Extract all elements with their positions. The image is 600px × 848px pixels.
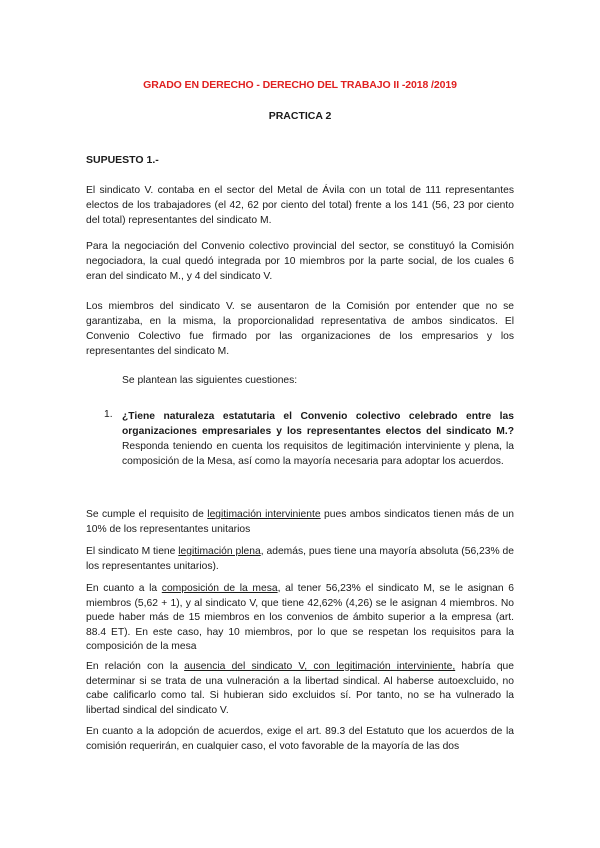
practice-heading: PRACTICA 2 xyxy=(268,110,332,122)
question-rest: Responda teniendo en cuenta los requisitos de legitimación interviniente y plena, la composición de la Mesa, así como la mayoría necesaria para adoptar los acuerdos. xyxy=(122,441,514,467)
paragraph-2: Para la negociación del Convenio colectivo provincial del sector, se constituyó la Comisión negociadora, la cual quedó integrada por 10 miembros por la parte social, de los cuales 6 eran del sindicato M., y 4 del sindicato V. xyxy=(86,241,514,282)
answer-4-lead: En relación con la xyxy=(86,661,185,672)
answer-2 xyxy=(86,545,514,574)
answer-2-tail: , además, pues tiene una mayoría absoluta (56,23% de los representantes unitarios). xyxy=(86,546,514,572)
answer-1-lead: Se cumple el requisito de xyxy=(86,509,208,520)
answer-3-term: composición de la mesa xyxy=(161,583,278,594)
answer-2-lead: El sindicato M tiene xyxy=(86,546,179,557)
question-text xyxy=(122,409,514,469)
paragraph-1: El sindicato V. contaba en el sector del Metal de Ávila con un total de 111 representantes electos de los trabajadores (el 42, 62 por ciento del total) frente a los 141 (56, 23 por ciento del total) representantes del sindicato M. xyxy=(86,185,514,226)
answer-3-tail: , al tener 56,23% el sindicato M, se le asignan 6 miembros (5,62 + 1), y al sindicato V, que tiene 42,62% (4,26) se le asignan 4 miembros. No puede haber más de 15 miembros en los convenios de ámbito superior a la empresa (art. 88.4 ET). En este caso, hay 10 miembros, por lo que se respetan los requisitos para la composición de la mesa xyxy=(86,583,514,652)
question-bold: ¿Tiene naturaleza estatutaria el Convenio colectivo celebrado entre las organizaciones empresariales y los representantes electos del sindicato M.? xyxy=(122,411,514,437)
case-heading: SUPUESTO 1.- xyxy=(86,154,159,166)
answer-1-tail: pues ambos sindicatos tienen más de un 10% de los representantes unitarios xyxy=(86,509,514,535)
answer-1 xyxy=(86,508,514,537)
answer-1-term: legitimación interviniente xyxy=(207,509,321,520)
question-number: 1. xyxy=(104,409,113,420)
answer-3 xyxy=(86,582,514,655)
paragraph-3: Los miembros del sindicato V. se ausentaron de la Comisión por entender que no se garantizaba, en la misma, la proporcionalidad representativa de ambos sindicatos. El Convenio Colectivo fue firmado por las organizaciones de los empresarios y los representantes del sindicato M. xyxy=(86,301,514,357)
questions-intro: Se plantean las siguientes cuestiones: xyxy=(122,375,298,386)
answer-4-tail: habría que determinar si se trata de una vulneración a la libertad sindical. Al haberse autoexcluido, no cabe calificarlo como tal. Si hubieran sido excluidos sí. Por tanto, no se ha vulnerado la libertad sindical del sindicato V. xyxy=(86,661,514,716)
document-title: GRADO EN DERECHO - DERECHO DEL TRABAJO II -2018 /2019 xyxy=(143,79,457,91)
answer-3-lead: En cuanto a la xyxy=(86,583,162,594)
answer-2-term: legitimación plena xyxy=(178,546,261,557)
answer-4-term: ausencia del sindicato V, con legitimación interviniente, xyxy=(184,661,456,672)
answer-5: En cuanto a la adopción de acuerdos, exige el art. 89.3 del Estatuto que los acuerdos de la comisión requerirán, en cualquier caso, el voto favorable de la mayoría de las dos xyxy=(86,726,514,752)
answer-4 xyxy=(86,660,514,718)
